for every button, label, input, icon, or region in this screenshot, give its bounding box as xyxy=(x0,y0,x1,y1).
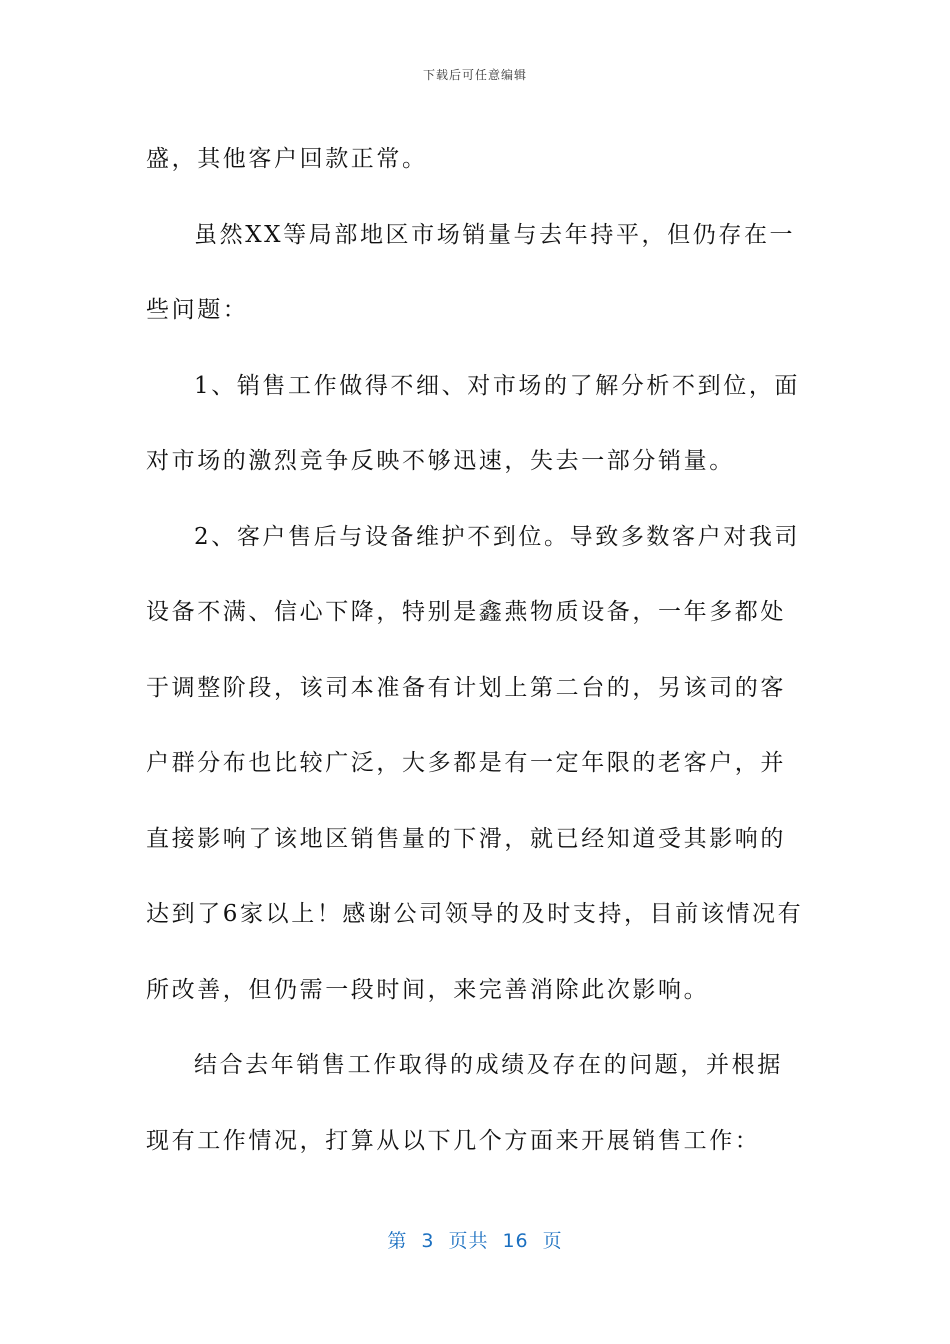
footer-middle: 页共 xyxy=(448,1230,489,1252)
paragraph-1: 盛，其他客户回款正常。 xyxy=(146,146,428,172)
footer-total-pages: 16 xyxy=(502,1230,529,1252)
paragraph-4: 2、客户售后与设备维护不到位。导致多数客户对我司设备不满、信心下降，特别是鑫燕物质设备，一年多都处于调整阶段，该司本准备有计划上第二台的，另该司的客户群分布也比较广泛，大多都是有一定年限的老客户，并直接影响了该地区销售量的下滑，就已经知道受其影响的达到了6家以上！感谢公司领导的及时支持，目前该情况有所改善，但仍需一段时间，来完善消除此次影响。 xyxy=(146,523,804,1003)
footer-current-page: 3 xyxy=(421,1230,435,1252)
footer-prefix: 第 xyxy=(387,1230,408,1252)
document-body xyxy=(146,122,808,1179)
paragraph-3: 1、销售工作做得不细、对市场的了解分析不到位，面对市场的激烈竞争反映不够迅速，失去一部分销量。 xyxy=(146,372,801,474)
paragraph-5: 结合去年销售工作取得的成绩及存在的问题，并根据现有工作情况，打算从以下几个方面来开展销售工作： xyxy=(146,1052,783,1154)
footer-suffix: 页 xyxy=(542,1230,563,1252)
page-header-note: 下载后可任意编辑 xyxy=(422,68,527,82)
paragraph-2: 虽然XX等局部地区市场销量与去年持平，但仍存在一些问题： xyxy=(146,221,796,323)
page-footer xyxy=(0,1226,950,1253)
